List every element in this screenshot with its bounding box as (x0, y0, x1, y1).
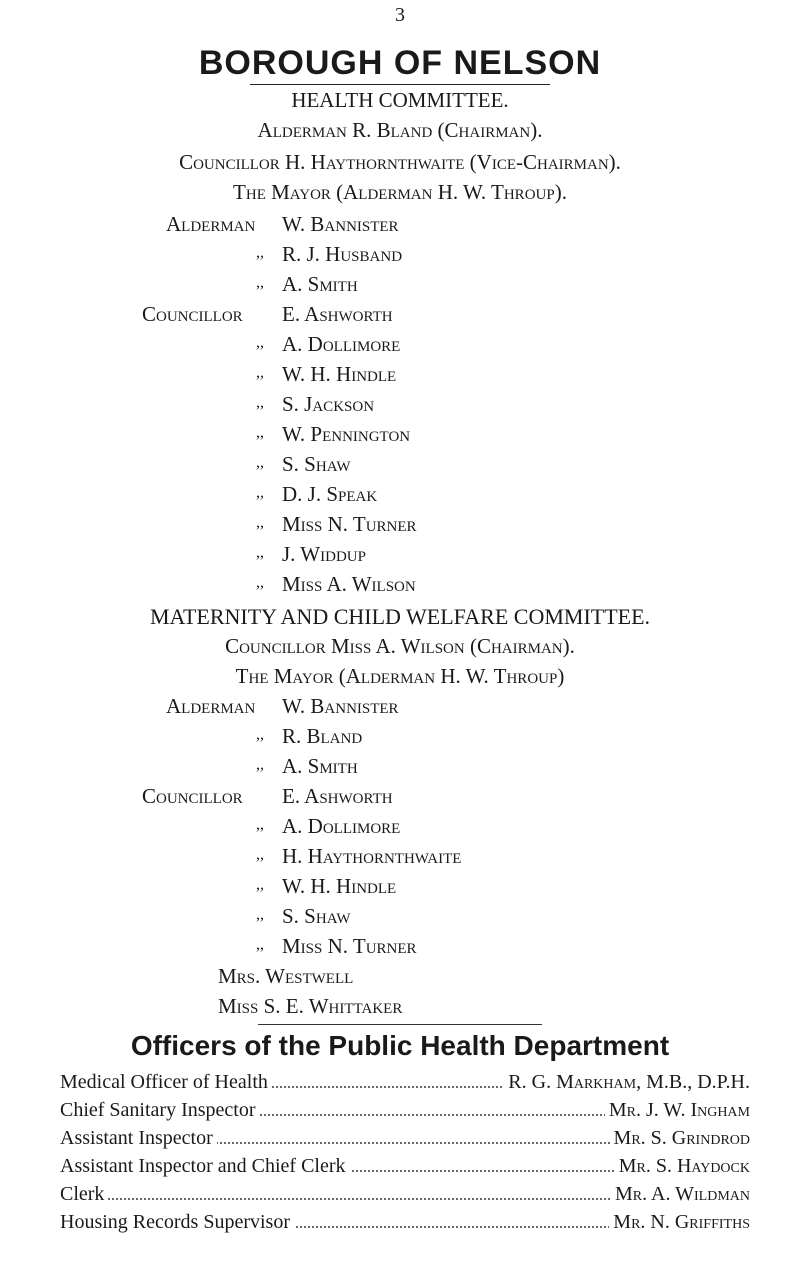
officer-title: Medical Officer of Health (60, 1071, 272, 1094)
ditto-mark: ,, (256, 756, 264, 773)
maternity-councillor-name: S. Shaw (282, 904, 351, 928)
health-councillor-name: J. Widdup (282, 542, 366, 566)
health-councillor-name: Miss N. Turner (282, 512, 417, 536)
ditto-mark: ,, (256, 936, 264, 953)
officers-heading: Officers of the Public Health Department (130, 1030, 670, 1061)
section-divider (258, 1024, 542, 1025)
health-councillor-name: S. Jackson (282, 392, 375, 416)
health-alderman-name: R. J. Husband (282, 242, 403, 266)
maternity-alderman-name: W. Bannister (282, 694, 399, 718)
officer-row (60, 1127, 750, 1150)
ditto-mark: ,, (256, 726, 264, 743)
officer-name: Mr. S. Haydock (615, 1155, 750, 1178)
maternity-councillor-name: E. Ashworth (282, 784, 393, 808)
officer-name: Mr. S. Grindrod (610, 1127, 750, 1150)
maternity-committee-mayor: The Mayor (Alderman H. W. Throup) (235, 664, 565, 688)
officer-title: Clerk (60, 1183, 108, 1206)
ditto-mark: ,, (256, 514, 264, 531)
health-committee-vice-chairman: Councillor H. Haythornthwaite (Vice-Chairman). (179, 150, 621, 174)
officer-row (60, 1183, 750, 1206)
ditto-mark: ,, (256, 574, 264, 591)
maternity-member-name: Miss S. E. Whittaker (218, 994, 403, 1018)
maternity-councillor-name: Miss N. Turner (282, 934, 417, 958)
ditto-mark: ,, (256, 906, 264, 923)
ditto-mark: ,, (256, 334, 264, 351)
page-number: 3 (395, 4, 405, 26)
ditto-mark: ,, (256, 484, 264, 501)
ditto-mark: ,, (256, 394, 264, 411)
health-councillors-label: Councillor (142, 302, 243, 326)
health-councillor-name: Miss A. Wilson (282, 572, 416, 596)
officer-name: R. G. Markham, M.B., D.P.H. (504, 1071, 750, 1094)
health-committee-heading: HEALTH COMMITTEE. (291, 88, 509, 112)
officer-name: Mr. J. W. Ingham (605, 1099, 750, 1122)
health-councillor-name: W. Pennington (282, 422, 411, 446)
ditto-mark: ,, (256, 244, 264, 261)
officer-name: Mr. N. Griffiths (609, 1211, 750, 1234)
health-alderman-name: A. Smith (282, 272, 358, 296)
maternity-councillor-name: H. Haythornthwaite (282, 844, 462, 868)
maternity-alderman-name: R. Bland (282, 724, 363, 748)
maternity-councillor-name: W. H. Hindle (282, 874, 397, 898)
health-councillor-name: S. Shaw (282, 452, 351, 476)
officer-row (60, 1071, 750, 1094)
ditto-mark: ,, (256, 876, 264, 893)
officer-title: Assistant Inspector and Chief Clerk (60, 1155, 350, 1178)
ditto-mark: ,, (256, 544, 264, 561)
title-underline (250, 84, 550, 85)
page-title: BOROUGH OF NELSON (198, 44, 602, 82)
health-councillor-name: W. H. Hindle (282, 362, 397, 386)
officer-name: Mr. A. Wildman (611, 1183, 750, 1206)
health-councillor-name: A. Dollimore (282, 332, 401, 356)
health-aldermen-label: Alderman (166, 212, 256, 236)
health-alderman-name: W. Bannister (282, 212, 399, 236)
health-councillor-name: D. J. Speak (282, 482, 378, 506)
maternity-councillors-label: Councillor (142, 784, 243, 808)
health-councillor-name: E. Ashworth (282, 302, 393, 326)
officer-row (60, 1099, 750, 1122)
ditto-mark: ,, (256, 364, 264, 381)
ditto-mark: ,, (256, 274, 264, 291)
ditto-mark: ,, (256, 816, 264, 833)
maternity-committee-chairman: Councillor Miss A. Wilson (Chairman). (225, 634, 575, 658)
maternity-member-name: Mrs. Westwell (218, 964, 354, 988)
maternity-committee-heading: MATERNITY AND CHILD WELFARE COMMITTEE. (149, 604, 651, 629)
officer-row (60, 1211, 750, 1234)
officer-title: Assistant Inspector (60, 1127, 217, 1150)
ditto-mark: ,, (256, 846, 264, 863)
officer-title: Housing Records Supervisor (60, 1211, 294, 1234)
officer-row (60, 1155, 750, 1178)
maternity-councillor-name: A. Dollimore (282, 814, 401, 838)
ditto-mark: ,, (256, 424, 264, 441)
ditto-mark: ,, (256, 454, 264, 471)
maternity-aldermen-label: Alderman (166, 694, 256, 718)
maternity-alderman-name: A. Smith (282, 754, 358, 778)
health-committee-mayor: The Mayor (Alderman H. W. Throup). (233, 180, 567, 204)
officer-title: Chief Sanitary Inspector (60, 1099, 260, 1122)
health-committee-chairman: Alderman R. Bland (Chairman). (257, 118, 543, 142)
